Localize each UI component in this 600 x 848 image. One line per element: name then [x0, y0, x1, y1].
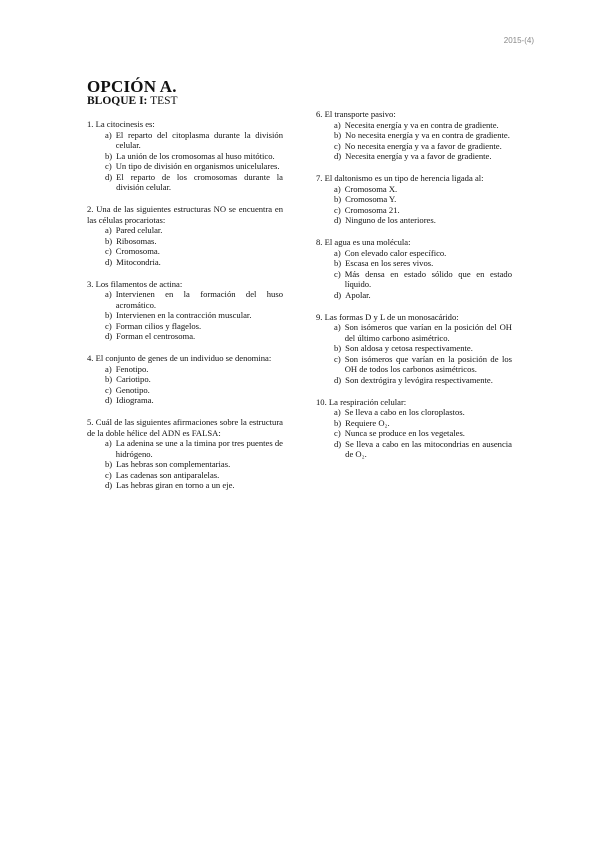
option-letter: a) [334, 322, 341, 332]
option-text: Son dextrógira y levógira respectivamente. [345, 374, 493, 385]
option-text: Se lleva a cabo en los cloroplastos. [344, 407, 465, 417]
option-text: Fenotipo. [115, 363, 149, 374]
answer-option [316, 215, 512, 226]
answer-option [87, 151, 283, 162]
answer-option [87, 289, 283, 310]
option-text: Cromosoma 21. [344, 204, 400, 215]
option-letter: c) [105, 384, 112, 395]
option-text: El reparto de los cromosomas durante la división celular. [116, 171, 283, 192]
option-letter: a) [334, 407, 341, 417]
answer-option [316, 194, 512, 205]
option-text: El reparto del citoplasma durante la división celular. [115, 129, 283, 150]
option-letter: a) [105, 225, 112, 235]
question-text: 1. La citocinesis es: [87, 119, 155, 129]
option-letter: b) [105, 459, 113, 469]
option-text: Pared celular. [115, 225, 163, 235]
option-letter: a) [334, 247, 341, 258]
option-letter: c) [334, 353, 341, 364]
answer-option [316, 141, 512, 152]
option-letter: d) [334, 438, 342, 449]
right-column [316, 109, 512, 471]
option-letter: c) [334, 428, 341, 438]
page-title: OPCIÓN A. [87, 77, 177, 96]
option-text: Cariotipo. [116, 374, 151, 384]
option-text: Forman cilios y flagelos. [115, 320, 202, 331]
answer-option [87, 130, 283, 151]
answer-option [316, 269, 512, 290]
answer-option [316, 354, 512, 375]
answer-option [316, 407, 512, 418]
answer-option [87, 236, 283, 247]
answer-option [316, 248, 512, 259]
question [87, 119, 283, 193]
option-text: No necesita energía y va en contra de gradiente. [345, 130, 510, 140]
question-text: 3. Los filamentos de actina: [87, 278, 183, 289]
option-text: Con elevado calor específico. [344, 247, 447, 258]
block-label: BLOQUE I: [87, 95, 148, 107]
option-letter: c) [105, 246, 112, 256]
option-letter: a) [105, 363, 112, 374]
answer-option [87, 385, 283, 396]
option-letter: d) [105, 256, 113, 267]
option-text: Nunca se produce en los vegetales. [344, 428, 465, 438]
option-text: Las hebras son complementarias. [116, 459, 231, 469]
question [87, 204, 283, 267]
option-text: La unión de los cromosomas al huso mitótico. [116, 150, 275, 161]
answer-option [87, 310, 283, 321]
page-code: 2015-(4) [503, 36, 534, 45]
question [87, 417, 283, 491]
option-letter: b) [334, 417, 342, 428]
option-letter: d) [105, 395, 113, 405]
question [316, 237, 512, 300]
question [316, 109, 512, 162]
option-letter: c) [105, 161, 112, 171]
option-letter: b) [105, 150, 113, 161]
answer-option [87, 161, 283, 172]
option-text: Son aldosa y cetosa respectivamente. [345, 343, 473, 353]
option-text: Intervienen en la contracción muscular. [116, 310, 252, 320]
option-letter: c) [334, 140, 341, 151]
option-text: Son isómeros que varían en la posición de los OH de todos los carbonos asimétricos. [344, 353, 512, 374]
option-letter: b) [105, 235, 113, 246]
option-letter: a) [105, 129, 112, 140]
option-text: Forman el centrosoma. [116, 331, 196, 341]
answer-option [316, 130, 512, 141]
option-letter: a) [334, 119, 341, 130]
answer-option [316, 439, 512, 460]
option-letter: b) [334, 194, 342, 204]
option-letter: d) [334, 289, 342, 300]
option-letter: d) [334, 374, 342, 385]
option-letter: d) [334, 215, 342, 225]
question [87, 353, 283, 406]
option-letter: b) [105, 374, 113, 384]
option-letter: b) [334, 258, 342, 268]
question [316, 312, 512, 386]
option-text: Necesita energía y va a favor de gradiente. [345, 151, 492, 161]
answer-option [87, 480, 283, 491]
option-letter: d) [105, 331, 113, 341]
option-letter: c) [334, 204, 341, 215]
answer-option [87, 257, 283, 268]
question [316, 397, 512, 460]
option-text: Cromosoma. [115, 246, 160, 256]
option-text: Más densa en estado sólido que en estado líquido. [344, 268, 512, 289]
option-text: Necesita energía y va en contra de gradiente. [344, 119, 499, 130]
option-text: Ribosomas. [116, 235, 157, 246]
option-text: Un tipo de división en organismos unicelulares. [115, 161, 280, 171]
option-letter: d) [105, 480, 113, 490]
question-text: 8. El agua es una molécula: [316, 237, 411, 247]
option-letter: d) [105, 171, 113, 182]
answer-option [87, 395, 283, 406]
option-text: Mitocondria. [116, 256, 161, 267]
answer-option [87, 374, 283, 385]
question-text: 4. El conjunto de genes de un individuo se denomina: [87, 353, 272, 363]
left-column [87, 119, 283, 502]
answer-option [316, 120, 512, 131]
question-text: 9. Las formas D y L de un monosacárido: [316, 311, 459, 322]
answer-option [316, 428, 512, 439]
option-text: Genotipo. [115, 384, 150, 395]
answer-option [87, 331, 283, 342]
option-text: Intervienen en la formación del huso acromático. [115, 289, 283, 310]
answer-option [87, 225, 283, 236]
option-text: Cromosoma X. [344, 183, 398, 194]
answer-option [316, 322, 512, 343]
option-text: Las cadenas son antiparalelas. [115, 469, 220, 480]
option-text: Cromosoma Y. [345, 194, 397, 204]
answer-option [87, 321, 283, 332]
option-text: Apolar. [345, 289, 371, 300]
answer-option [316, 258, 512, 269]
option-text: Se lleva a cabo en las mitocondrias en ausencia de O₂. [345, 438, 512, 459]
question [316, 173, 512, 226]
option-letter: b) [105, 310, 113, 320]
answer-option [87, 172, 283, 193]
block-heading [87, 95, 178, 107]
option-letter: d) [334, 151, 342, 161]
answer-option [316, 343, 512, 354]
option-letter: a) [105, 289, 112, 299]
block-name: TEST [150, 95, 178, 107]
question-text: 10. La respiración celular: [316, 396, 407, 407]
answer-option [316, 205, 512, 216]
question-text: 5. Cuál de las siguientes afirmaciones sobre la estructura de la doble hélice del ADN es FALSA: [87, 417, 283, 438]
answer-option [87, 438, 283, 459]
answer-option [87, 470, 283, 481]
option-text: La adenina se une a la timina por tres puentes de hidrógeno. [115, 438, 283, 459]
question-text: 6. El transporte pasivo: [316, 109, 396, 119]
option-letter: b) [334, 130, 342, 140]
option-letter: a) [105, 438, 112, 448]
question-text: 7. El daltonismo es un tipo de herencia ligada al: [316, 173, 484, 183]
question [87, 279, 283, 342]
option-letter: c) [105, 469, 112, 480]
option-text: Las hebras giran en torno a un eje. [116, 480, 235, 490]
option-text: Requiere O₂. [345, 417, 390, 428]
option-text: No necesita energía y va a favor de gradiente. [344, 140, 502, 151]
option-letter: a) [334, 183, 341, 194]
answer-option [316, 290, 512, 301]
answer-option [87, 246, 283, 257]
option-letter: c) [334, 268, 341, 279]
option-letter: b) [334, 343, 342, 353]
option-text: Escasa en los seres vivos. [345, 258, 434, 268]
answer-option [87, 459, 283, 470]
answer-option [316, 151, 512, 162]
option-text: Ninguno de los anteriores. [345, 215, 436, 225]
answer-option [87, 364, 283, 375]
option-text: Son isómeros que varían en la posición del OH del último carbono asimétrico. [344, 322, 512, 343]
answer-option [316, 184, 512, 195]
option-letter: c) [105, 320, 112, 331]
answer-option [316, 375, 512, 386]
question-text: 2. Una de las siguientes estructuras NO se encuentra en las células procariotas: [87, 204, 283, 225]
answer-option [316, 418, 512, 429]
option-text: Idiograma. [116, 395, 154, 405]
